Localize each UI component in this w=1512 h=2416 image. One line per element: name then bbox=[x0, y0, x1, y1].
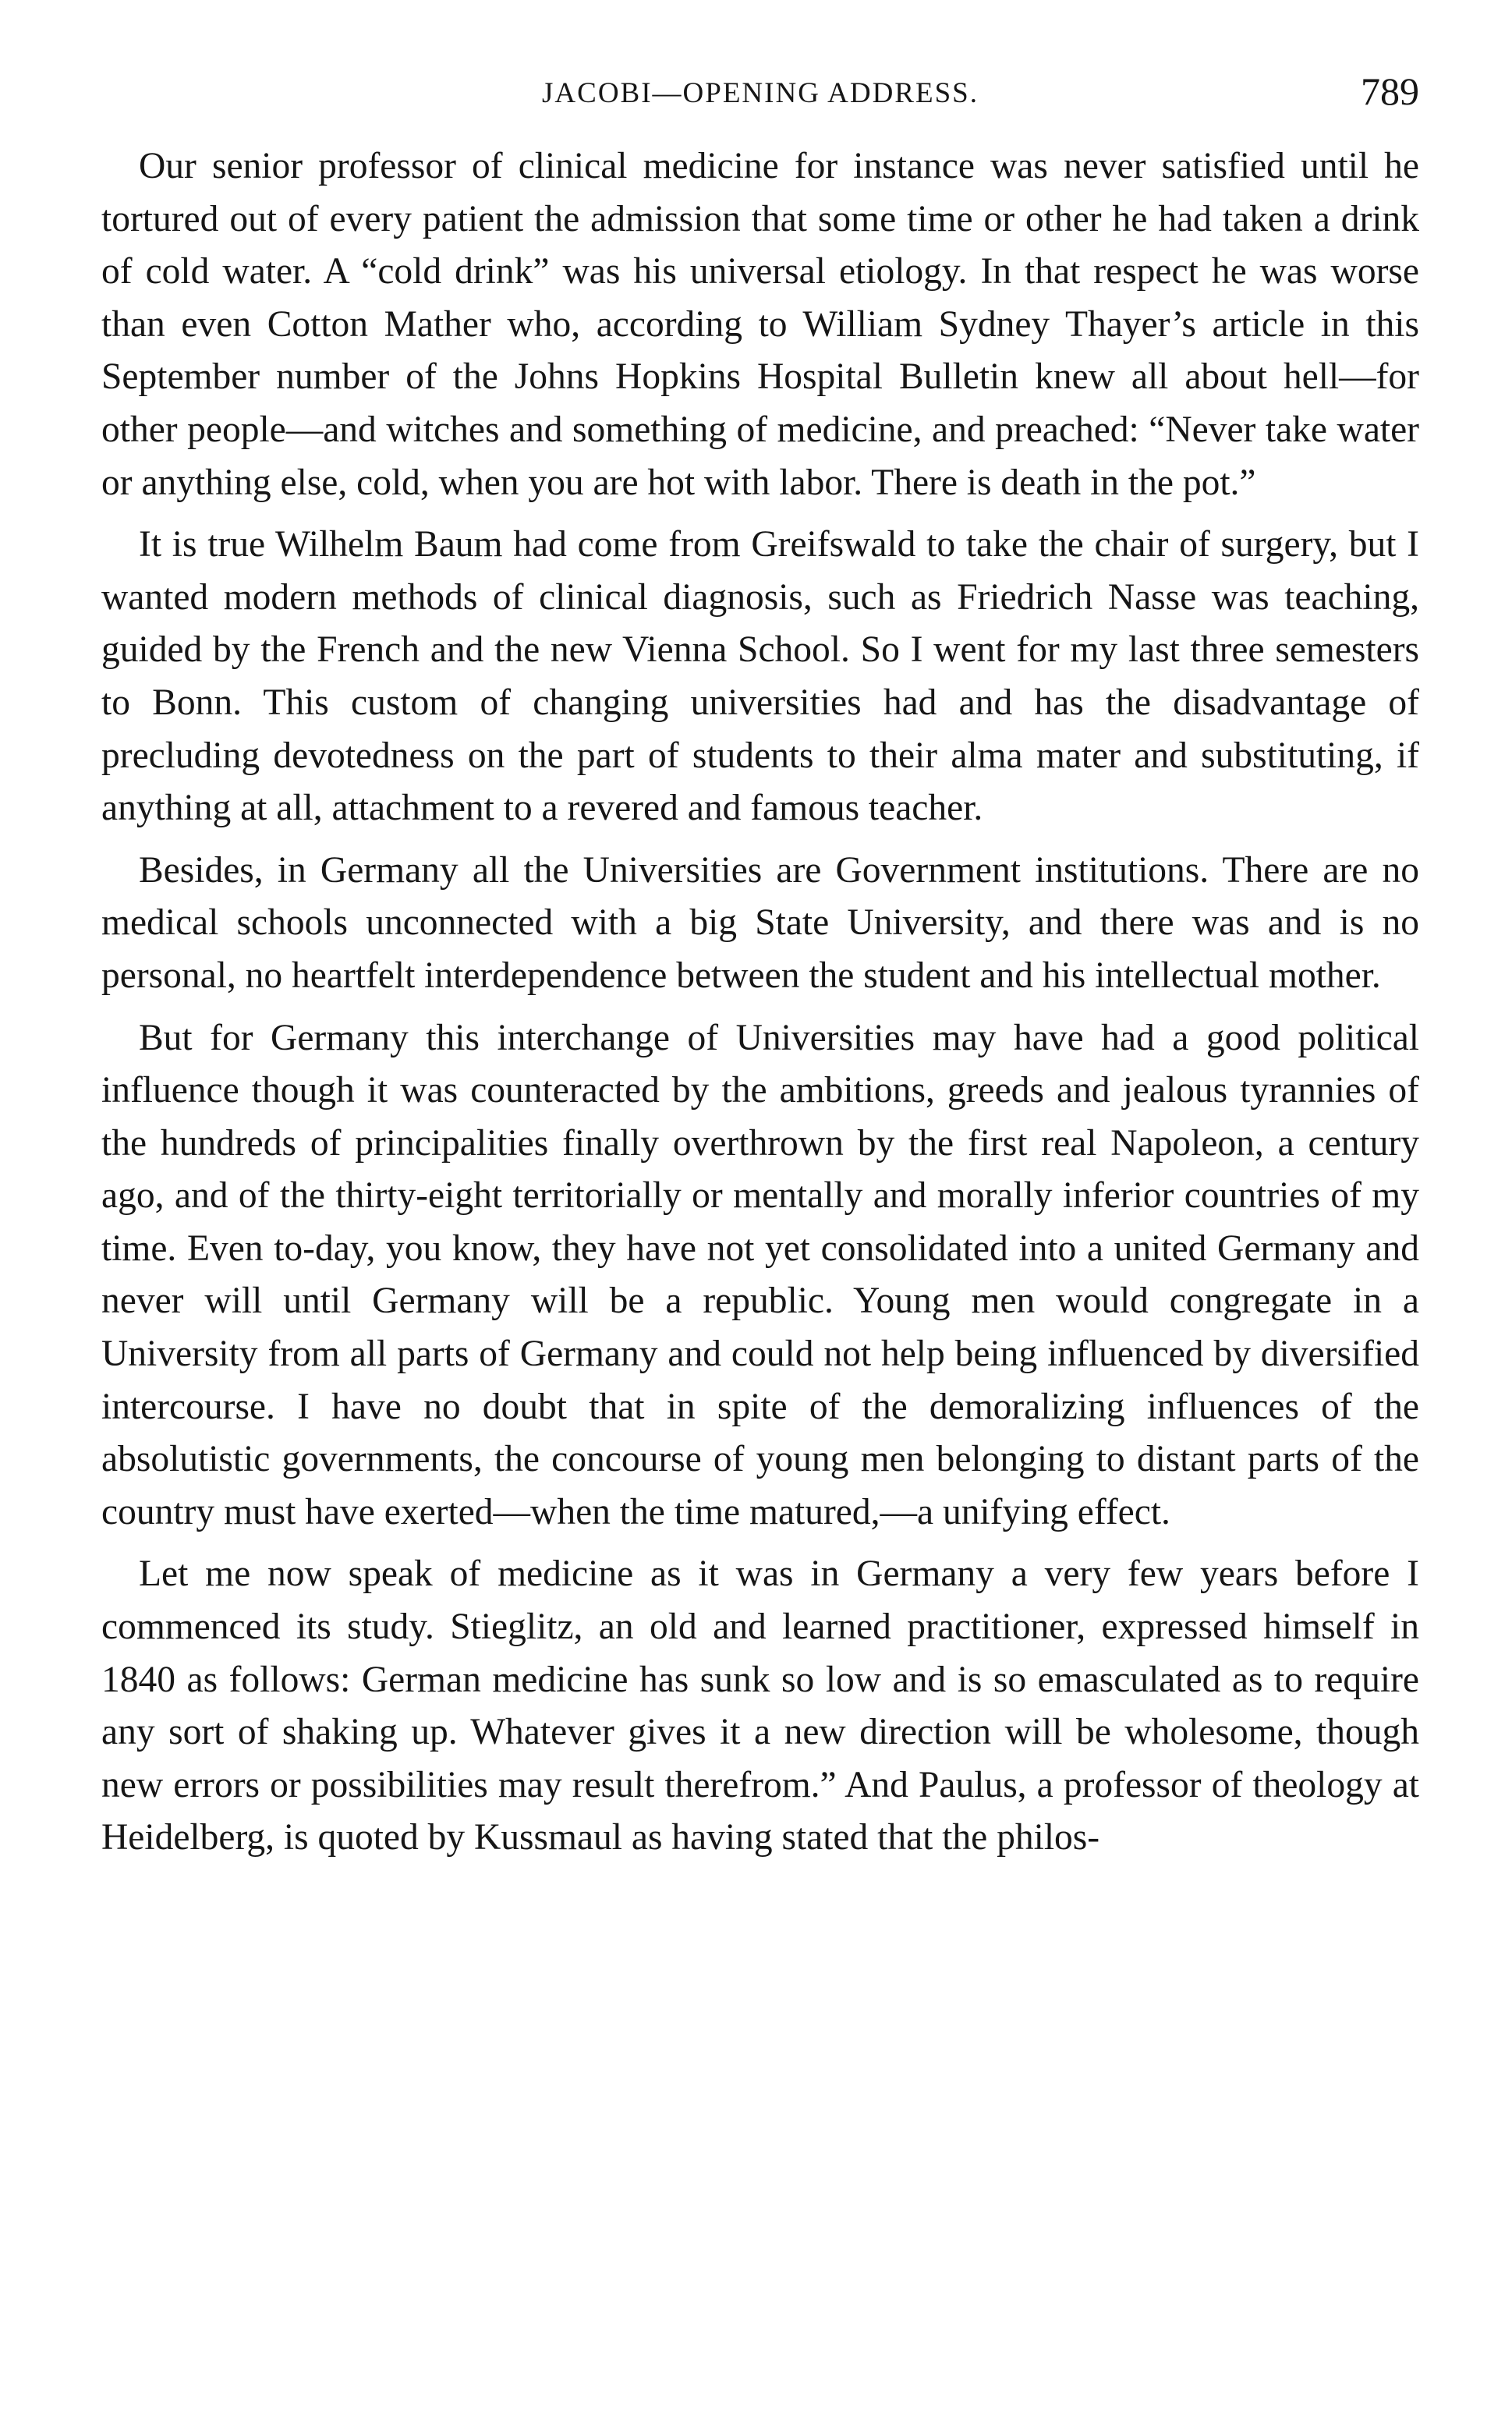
running-head: JACOBI—OPENING ADDRESS. bbox=[542, 77, 979, 109]
paragraph-3: Besides, in Germany all the Universities are Government institutions. There are no medical schools unconnected with a big State University, and there was and is no personal, no heartfelt interdependence between the student and his intellectual mother. bbox=[101, 849, 1419, 996]
paragraph-1: Our senior professor of clinical medicine for instance was never satisfied until he tortured out of every patient the admission that some time or other he had taken a drink of cold water. A “cold drink” was his universal etiology. In that respect he was worse than even Cotton Mather who, according to William Sydney Thayer’s article in this September number of the Johns Hopkins Hospital Bulletin knew all about hell—for other people—and witches and something of medicine, and preached: “Never take water or anything else, cold, when you are hot with labor. There is death in the pot.” bbox=[101, 146, 1419, 503]
paragraph-5: Let me now speak of medicine as it was in Germany a very few years before I commenced its study. Stieglitz, an old and learned practitioner, expressed himself in 1840 as follows: German medicine has sunk so low and is so emasculated as to require any sort of shaking up. Whatever gives it a new direction will be wholesome, though new errors or possibilities may result therefrom.” And Paulus, a professor of theology at Heidelberg, is quoted by Kussmaul as having stated that the philos- bbox=[101, 1553, 1419, 1858]
paragraph-2: It is true Wilhelm Baum had come from Greifswald to take the chair of surgery, but I wanted modern methods of clinical diagnosis, such as Friedrich Nasse was teaching, guided by the French and the new Vienna School. So I went for my last three semesters to Bonn. This custom of changing universities had and has the disadvantage of precluding devotedness on the part of students to their alma mater and substituting, if anything at all, attachment to a revered and famous teacher. bbox=[101, 524, 1419, 829]
page-header bbox=[101, 62, 1419, 140]
page-number: 789 bbox=[1361, 69, 1419, 113]
book-page bbox=[101, 62, 1419, 1874]
paragraph-4: But for Germany this interchange of Universities may have had a good political influence though it was counteracted by the ambitions, greeds and jealous tyrannies of the hundreds of principalities finally overthrown by the first real Napoleon, a century ago, and of the thirty-eight territorially or mentally and morally inferior countries of my time. Even to-day, you know, they have not yet consolidated into a united Germany and never will until Germany will be a republic. Young men would congregate in a University from all parts of Germany and could not help being influenced by diversified intercourse. I have no doubt that in spite of the demoralizing influences of the absolutistic governments, the concourse of young men belonging to distant parts of the country must have exerted—when the time matured,—a unifying effect. bbox=[101, 1017, 1419, 1532]
body-text bbox=[101, 140, 1419, 1865]
